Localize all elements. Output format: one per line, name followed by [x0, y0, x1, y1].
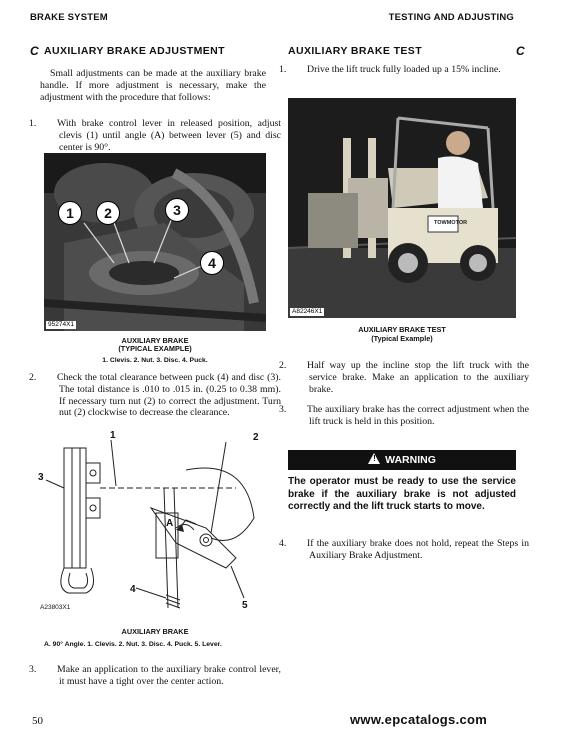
- footer-url[interactable]: www.epcatalogs.com: [350, 712, 488, 727]
- step-number: 3.: [29, 664, 37, 675]
- step-number: 4.: [279, 538, 287, 549]
- header-left: BRAKE SYSTEM: [30, 12, 108, 23]
- diagram-id: A23803X1: [40, 604, 71, 611]
- test-step-1: [279, 64, 529, 76]
- lift-truck-photo: [288, 98, 516, 318]
- step-3-apply: [29, 664, 281, 688]
- step-text: Drive the lift truck fully loaded up a 15% incline.: [307, 64, 501, 75]
- brake-photo-art: [44, 153, 266, 331]
- diagram-label-3: 3: [38, 472, 44, 483]
- step-number: 2.: [279, 360, 287, 371]
- page-number: 50: [32, 715, 43, 727]
- step-text: The auxiliary brake has the correct adjustment when the lift truck is held in this position.: [307, 404, 529, 427]
- step-2-check: [29, 372, 281, 419]
- callout-4: 4: [200, 251, 224, 275]
- caption-test-sub: (Typical Example): [371, 334, 433, 343]
- callout-3: 3: [165, 198, 189, 222]
- caption-1-sub: (TYPICAL EXAMPLE): [118, 344, 192, 353]
- callout-1: 1: [58, 201, 82, 225]
- warning-label: WARNING: [385, 454, 436, 466]
- caption-1-title: AUXILIARY BRAKE: [121, 336, 189, 345]
- warning-text: The operator must be ready to use the service brake if the auxiliary brake is not adjusted correctly and the lift truck starts to move.: [288, 476, 516, 512]
- header-right: TESTING AND ADJUSTING: [388, 12, 514, 23]
- step-text: Make an application to the auxiliary brake control lever, it must have a tight over the center action.: [57, 664, 281, 687]
- step-number: 2.: [29, 372, 37, 383]
- caption-1-legend: 1. Clevis. 2. Nut. 3. Disc. 4. Puck.: [102, 357, 208, 364]
- photo-id: 95274X1: [48, 321, 75, 328]
- step-1-adjust: [29, 118, 281, 153]
- diagram-label-4: 4: [130, 584, 136, 595]
- test-step-4: [279, 538, 529, 562]
- section-title-adjustment: AUXILIARY BRAKE ADJUSTMENT: [44, 45, 225, 57]
- lift-truck-art: [288, 98, 516, 318]
- truck-brand-text: TOWMOTOR: [434, 220, 468, 226]
- auxiliary-brake-diagram: [36, 428, 268, 612]
- section-title-test: AUXILIARY BRAKE TEST: [288, 45, 423, 57]
- section-letter-left: C: [30, 44, 39, 58]
- step-number: 3.: [279, 404, 287, 415]
- intro-paragraph: Small adjustments can be made at the auxiliary brake handle. If more adjustment is necessary, make the adjustment with the procedure that follows:: [40, 68, 266, 103]
- step-text: With brake control lever in released position, adjust clevis (1) until angle (A) between lever (5) and disc center is 90°.: [57, 118, 281, 153]
- step-text: Half way up the incline stop the lift truck with the service brake. Make an application to the auxiliary brake.: [307, 360, 529, 395]
- step-number: 1.: [279, 64, 287, 75]
- caption-2-title: AUXILIARY BRAKE: [121, 627, 189, 636]
- section-letter-right: C: [516, 44, 525, 58]
- warning-triangle-icon: !: [368, 453, 380, 464]
- diagram-label-1: 1: [110, 430, 116, 441]
- step-text: If the auxiliary brake does not hold, repeat the Steps in Auxiliary Brake Adjustment.: [307, 538, 529, 561]
- caption-2-legend: A. 90° Angle. 1. Clevis. 2. Nut. 3. Disc. 4. Puck. 5. Lever.: [44, 641, 222, 648]
- step-number: 1.: [29, 118, 37, 129]
- warning-banner: [288, 450, 516, 470]
- diagram-label-angle: A: [166, 518, 174, 529]
- step-text: Check the total clearance between puck (4) and disc (3). The total distance is .010 to .015 in. (0.25 to 0.38 mm). If necessary turn nut (2) to correct the adjustment. Turn nut (2) clockwise to decrease the clearance.: [57, 372, 281, 419]
- callout-2: 2: [96, 201, 120, 225]
- test-step-3: [279, 404, 529, 428]
- caption-test-title: AUXILIARY BRAKE TEST: [358, 325, 446, 334]
- diagram-label-5: 5: [242, 600, 248, 611]
- test-step-2: [279, 360, 529, 395]
- photo-id: A82246X1: [292, 308, 323, 315]
- diagram-label-2: 2: [253, 432, 259, 443]
- brake-line-drawing: [36, 428, 268, 612]
- auxiliary-brake-photo: [44, 153, 266, 331]
